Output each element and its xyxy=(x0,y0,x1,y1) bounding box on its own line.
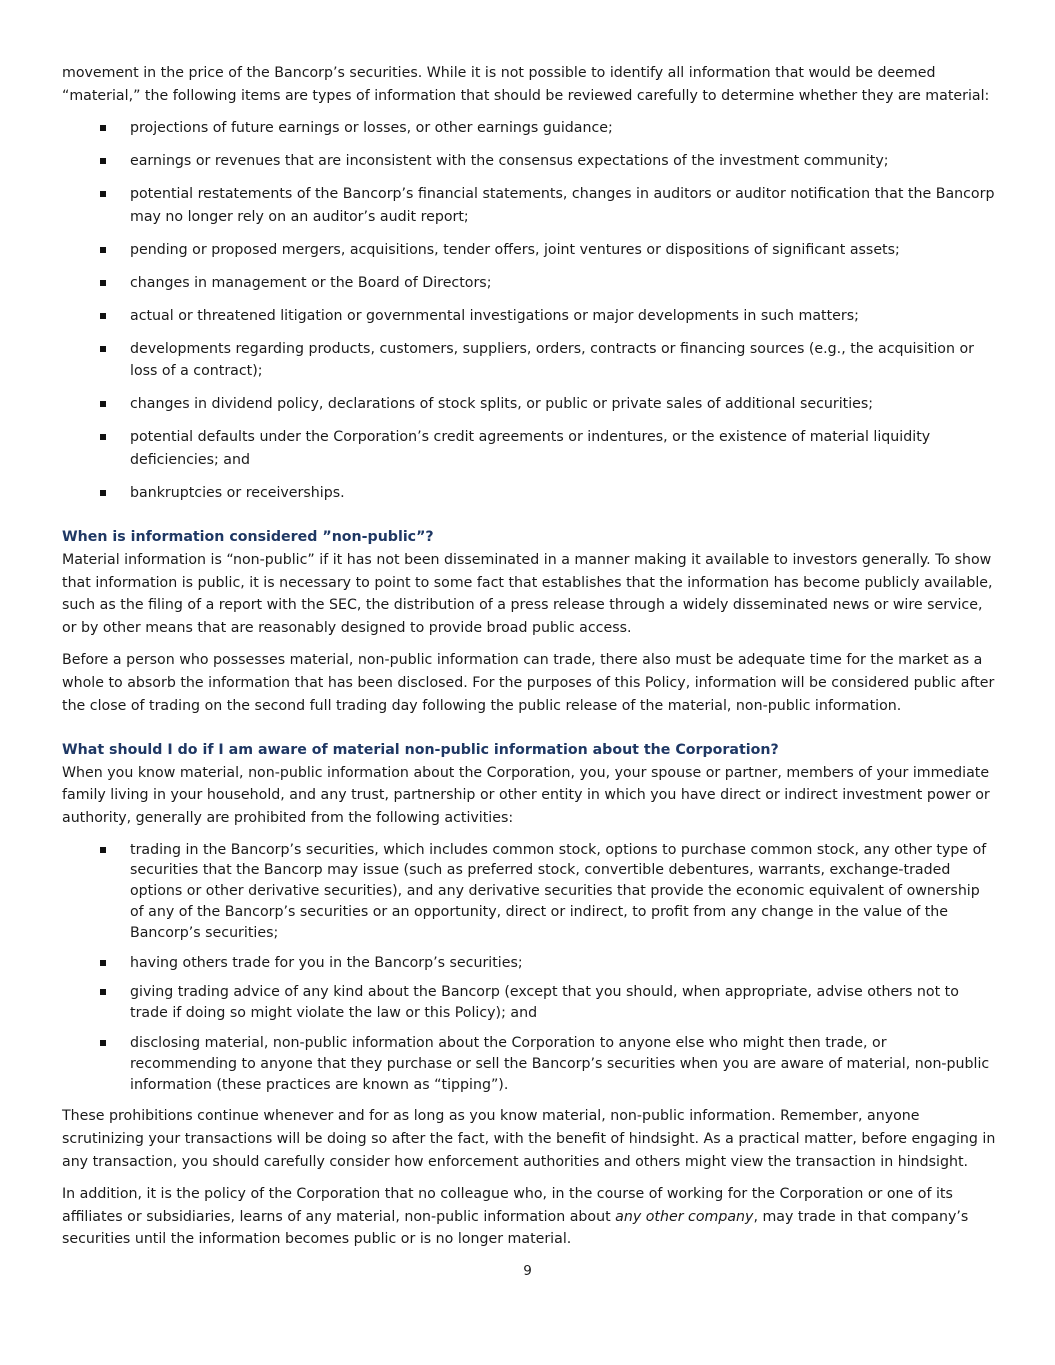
list-item-text: projections of future earnings or losses, or other earnings guidance; xyxy=(130,120,613,137)
page-number: 9 xyxy=(523,1263,532,1279)
square-bullet-icon xyxy=(100,280,106,286)
square-bullet-icon xyxy=(100,490,106,496)
list-item-text: trading in the Bancorp’s securities, which includes common stock, options to purchase common stock, any other type of securities that the Bancorp may issue (such as preferred stock, convertible debentures, warrants, exchange-traded options or other derivative securities), and any derivative securities that provide the economic equivalent of ownership of any of the Bancorp’s securities or an opportunity, direct or indirect, to profit from any change in the value of the Bancorp’s securities; xyxy=(130,841,987,941)
aware-paragraph-3-end: , may trade in that company’s securities until the information becomes public or is no longer material. xyxy=(62,1208,969,1248)
list-item xyxy=(62,1033,997,1095)
list-item xyxy=(62,239,997,262)
section-heading-aware: What should I do if I am aware of material non-public information about the Corporation? xyxy=(62,742,779,759)
aware-paragraph-2: These prohibitions continue whenever and for as long as you know material, non-public information. Remember, anyone scrutinizing your transactions will be doing so after the fact, with the benefit of hindsight. As a practical matter, before engaging in any transaction, you should carefully consider how enforcement authorities and others might view the transaction in hindsight. xyxy=(62,1108,996,1170)
non-public-paragraph-1: Material information is “non-public” if it has not been disseminated in a manner making it available to investors generally. To show that information is public, it is necessary to point to some fact that establishes that the information has become publicly available, such as the filing of a report with the SEC, the distribution of a press release through a widely disseminated news or wire service, or by other means that are reasonably designed to provide broad public access. xyxy=(62,552,993,636)
material-items-list xyxy=(62,117,997,504)
square-bullet-icon xyxy=(100,960,106,966)
square-bullet-icon xyxy=(100,434,106,440)
aware-paragraph-3 xyxy=(62,1183,997,1251)
list-item-text: changes in dividend policy, declarations of stock splits, or public or private sales of additional securities; xyxy=(130,396,874,413)
square-bullet-icon xyxy=(100,847,106,853)
square-bullet-icon xyxy=(100,191,106,197)
list-item xyxy=(62,426,997,471)
aware-paragraph-1: When you know material, non-public information about the Corporation, you, your spouse or partner, members of your immediate family living in your household, and any trust, partnership or other entity in which you have direct or indirect investment power or authority, generally are prohibited from the following activities: xyxy=(62,764,990,826)
section-heading-non-public: When is information considered ”non-public”? xyxy=(62,529,434,546)
list-item xyxy=(62,150,997,173)
list-item-text: developments regarding products, customers, suppliers, orders, contracts or financing sources (e.g., the acquisition or loss of a contract); xyxy=(130,340,974,380)
list-item-text: bankruptcies or receiverships. xyxy=(130,484,345,501)
list-item xyxy=(62,305,997,328)
square-bullet-icon xyxy=(100,989,106,995)
list-item xyxy=(62,482,997,505)
list-item-text: earnings or revenues that are inconsistent with the consensus expectations of the investment community; xyxy=(130,153,889,170)
intro-line-2: “material,” the following items are types of information that should be reviewed carefully to determine whether they are material: xyxy=(62,87,990,104)
square-bullet-icon xyxy=(100,247,106,253)
intro-line-1: movement in the price of the Bancorp’s securities. While it is not possible to identify all information that would be deemed xyxy=(62,65,936,81)
aware-paragraph-3-emphasis: any other company xyxy=(615,1208,754,1225)
list-item-text: actual or threatened litigation or governmental investigations or major developments in such matters; xyxy=(130,307,859,324)
list-item-text: pending or proposed mergers, acquisitions, tender offers, joint ventures or dispositions of significant assets; xyxy=(130,241,900,258)
list-item xyxy=(62,338,997,383)
document-page xyxy=(62,62,997,1261)
square-bullet-icon xyxy=(100,1040,106,1046)
list-item xyxy=(62,982,997,1024)
list-item-text: having others trade for you in the Bancorp’s securities; xyxy=(130,954,523,971)
list-item xyxy=(62,840,997,944)
list-item-text: potential defaults under the Corporation’s credit agreements or indentures, or the existence of material liquidity deficiencies; and xyxy=(130,429,931,468)
intro-paragraph xyxy=(62,62,997,107)
square-bullet-icon xyxy=(100,346,106,352)
list-item xyxy=(62,393,997,416)
list-item xyxy=(62,953,997,974)
prohibited-activities-list xyxy=(62,840,997,1096)
square-bullet-icon xyxy=(100,313,106,319)
square-bullet-icon xyxy=(100,125,106,131)
square-bullet-icon xyxy=(100,158,106,164)
list-item-text: giving trading advice of any kind about the Bancorp (except that you should, when appropriate, advise others not to trade if doing so might violate the law or this Policy); and xyxy=(130,984,959,1022)
list-item-text: changes in management or the Board of Directors; xyxy=(130,274,492,291)
list-item xyxy=(62,117,997,140)
list-item xyxy=(62,272,997,295)
aware-paragraph-3-start: In addition, it is the policy of the Corporation that no colleague who, in the course of working for the Corporation or one of its affiliates or subsidiaries, learns of any material, non-public information about xyxy=(62,1186,953,1225)
list-item-text: disclosing material, non-public information about the Corporation to anyone else who might then trade, or recommending to anyone that they purchase or sell the Bancorp’s securities when you are aware of material, non-public information (these practices are known as “tipping”). xyxy=(130,1034,990,1093)
square-bullet-icon xyxy=(100,401,106,407)
list-item xyxy=(62,183,997,228)
list-item-text: potential restatements of the Bancorp’s financial statements, changes in auditors or auditor notification that the Bancorp may no longer rely on an auditor’s audit report; xyxy=(130,186,995,225)
non-public-paragraph-2: Before a person who possesses material, non-public information can trade, there also must be adequate time for the market as a whole to absorb the information that has been disclosed. For the purposes of this Policy, information will be considered public after the close of trading on the second full trading day following the public release of the material, non-public information. xyxy=(62,652,995,714)
